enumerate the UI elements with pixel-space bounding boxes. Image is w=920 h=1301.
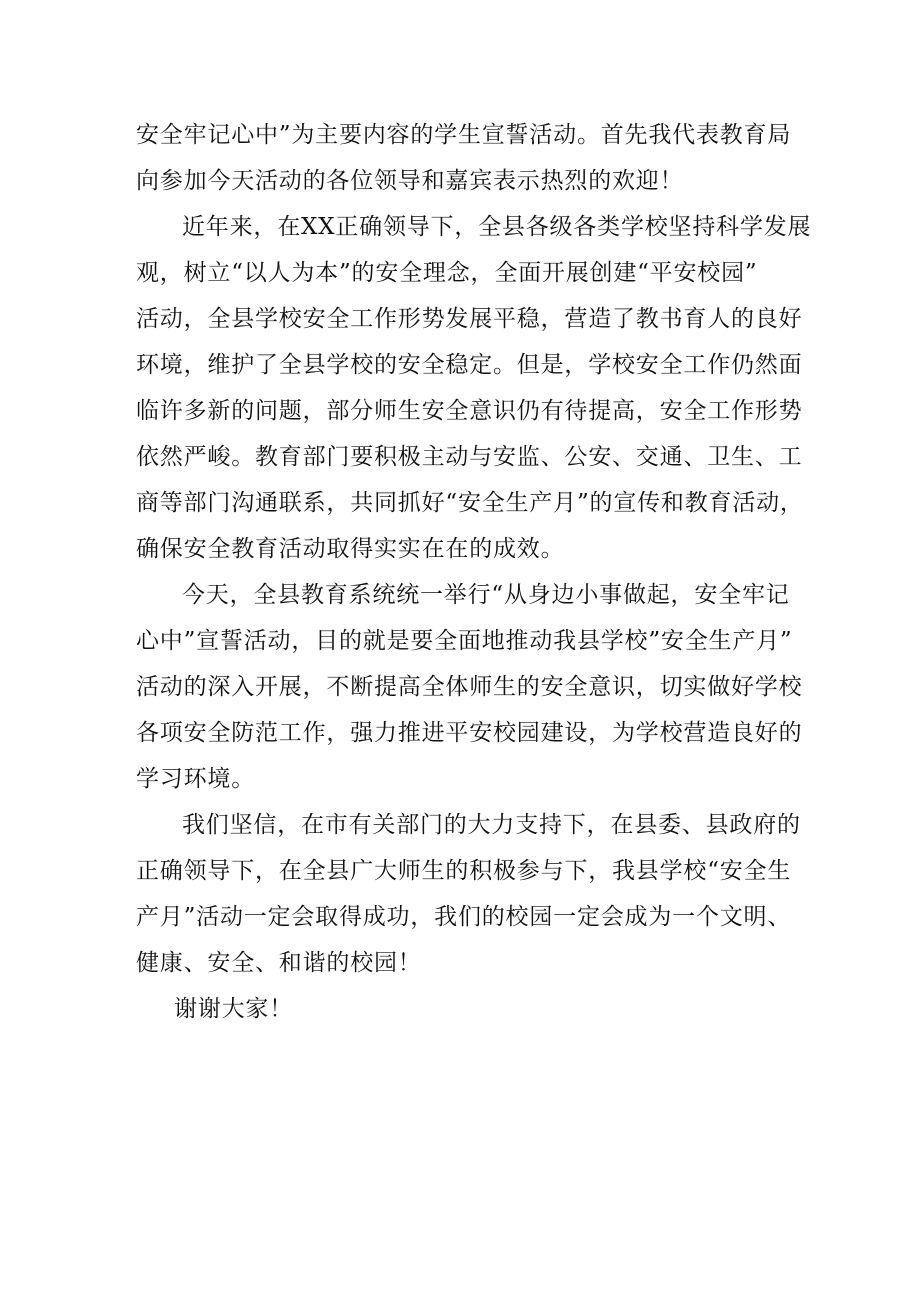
text-line: 各项安全防范工作，强力推进平安校园建设，为学校营造良好的 — [136, 720, 803, 746]
text-line: 心中”宣誓活动，目的就是要全面地推动我县学校”安全生产月” — [136, 628, 793, 654]
text-line: 观，树立“以人为本”的安全理念，全面开展创建“平安校园” — [136, 260, 758, 286]
document-body — [136, 112, 812, 1032]
text-line: 健康、安全、和谐的校园！ — [136, 950, 422, 976]
text-line: 活动的深入开展，不断提高全体师生的安全意识，切实做好学校 — [136, 674, 803, 700]
paragraph-start-line: 我们坚信，在市有关部门的大力支持下，在县委、县政府的 — [182, 812, 801, 838]
closing-thanks: 谢谢大家！ — [174, 996, 293, 1022]
text-line: 确保安全教育活动取得实实在在的成效。 — [136, 536, 565, 562]
paragraph-start-line: 今天，全县教育系统统一举行“从身边小事做起，安全牢记 — [182, 582, 790, 608]
text-line: 依然严峻。教育部门要积极主动与安监、公安、交通、卫生、工 — [136, 444, 803, 470]
text-line: 活动，全县学校安全工作形势发展平稳，营造了教书育人的良好 — [136, 306, 803, 332]
text-line: 向参加今天活动的各位领导和嘉宾表示热烈的欢迎！ — [136, 168, 684, 194]
text-line: 产月”活动一定会取得成功，我们的校园一定会成为一个文明、 — [136, 904, 792, 930]
text-line: 临许多新的问题，部分师生安全意识仍有待提高，安全工作形势 — [136, 398, 803, 424]
text-line: 商等部门沟通联系，共同抓好“安全生产月”的宣传和教育活动， — [136, 490, 804, 516]
text-line: 安全牢记心中”为主要内容的学生宣誓活动。首先我代表教育局 — [136, 122, 792, 148]
text-line: 学习环境。 — [136, 766, 255, 792]
text-line: 正确领导下，在全县广大师生的积极参与下，我县学校“安全生 — [136, 858, 792, 884]
paragraph-start-line: 近年来，在XX正确领导下，全县各级各类学校坚持科学发展 — [182, 214, 812, 240]
text-line: 环境，维护了全县学校的安全稳定。但是，学校安全工作仍然面 — [136, 352, 803, 378]
